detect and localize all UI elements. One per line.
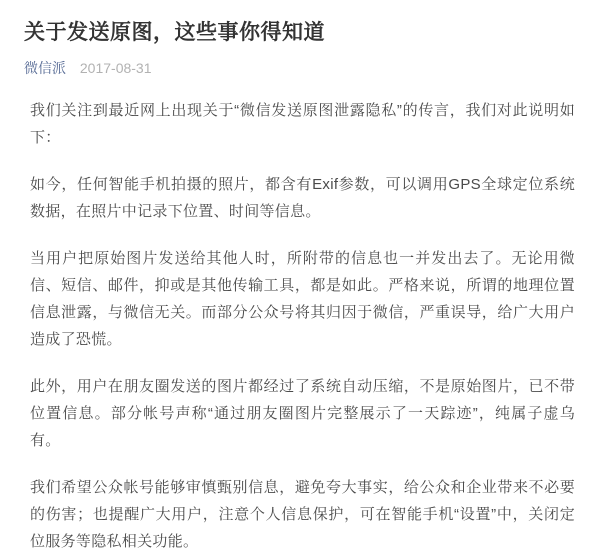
article-paragraph: 当用户把原始图片发送给其他人时，所附带的信息也一并发出去了。无论用微信、短信、邮件，抑或是其他传输工具，都是如此。严格来说，所谓的地理位置信息泄露，与微信无关。而部分公众号将其归因于微信，严重误导，给广大用户造成了恐慌。 xyxy=(30,250,575,348)
article-meta xyxy=(24,59,575,77)
article-title: 关于发送原图，这些事你得知道 xyxy=(24,21,325,44)
article-paragraph: 此外，用户在朋友圈发送的图片都经过了系统自动压缩，不是原始图片，已不带位置信息。部分帐号声称“通过朋友圈图片完整展示了一天踪迹”，纯属子虚乌有。 xyxy=(30,378,575,449)
article-paragraph: 我们关注到最近网上出现关于“微信发送原图泄露隐私”的传言，我们对此说明如下： xyxy=(30,102,575,146)
author-link[interactable]: 微信派 xyxy=(24,60,66,76)
publish-date: 2017-08-31 xyxy=(79,60,152,76)
article-paragraph: 如今，任何智能手机拍摄的照片，都含有Exif参数，可以调用GPS全球定位系统数据，在照片中记录下位置、时间等信息。 xyxy=(30,176,575,220)
article-content xyxy=(24,97,575,555)
article-paragraph: 我们希望公众帐号能够审慎甄别信息，避免夸大事实，给公众和企业带来不必要的伤害；也提醒广大用户，注意个人信息保护，可在智能手机“设置”中，关闭定位服务等隐私相关功能。 xyxy=(30,479,575,550)
